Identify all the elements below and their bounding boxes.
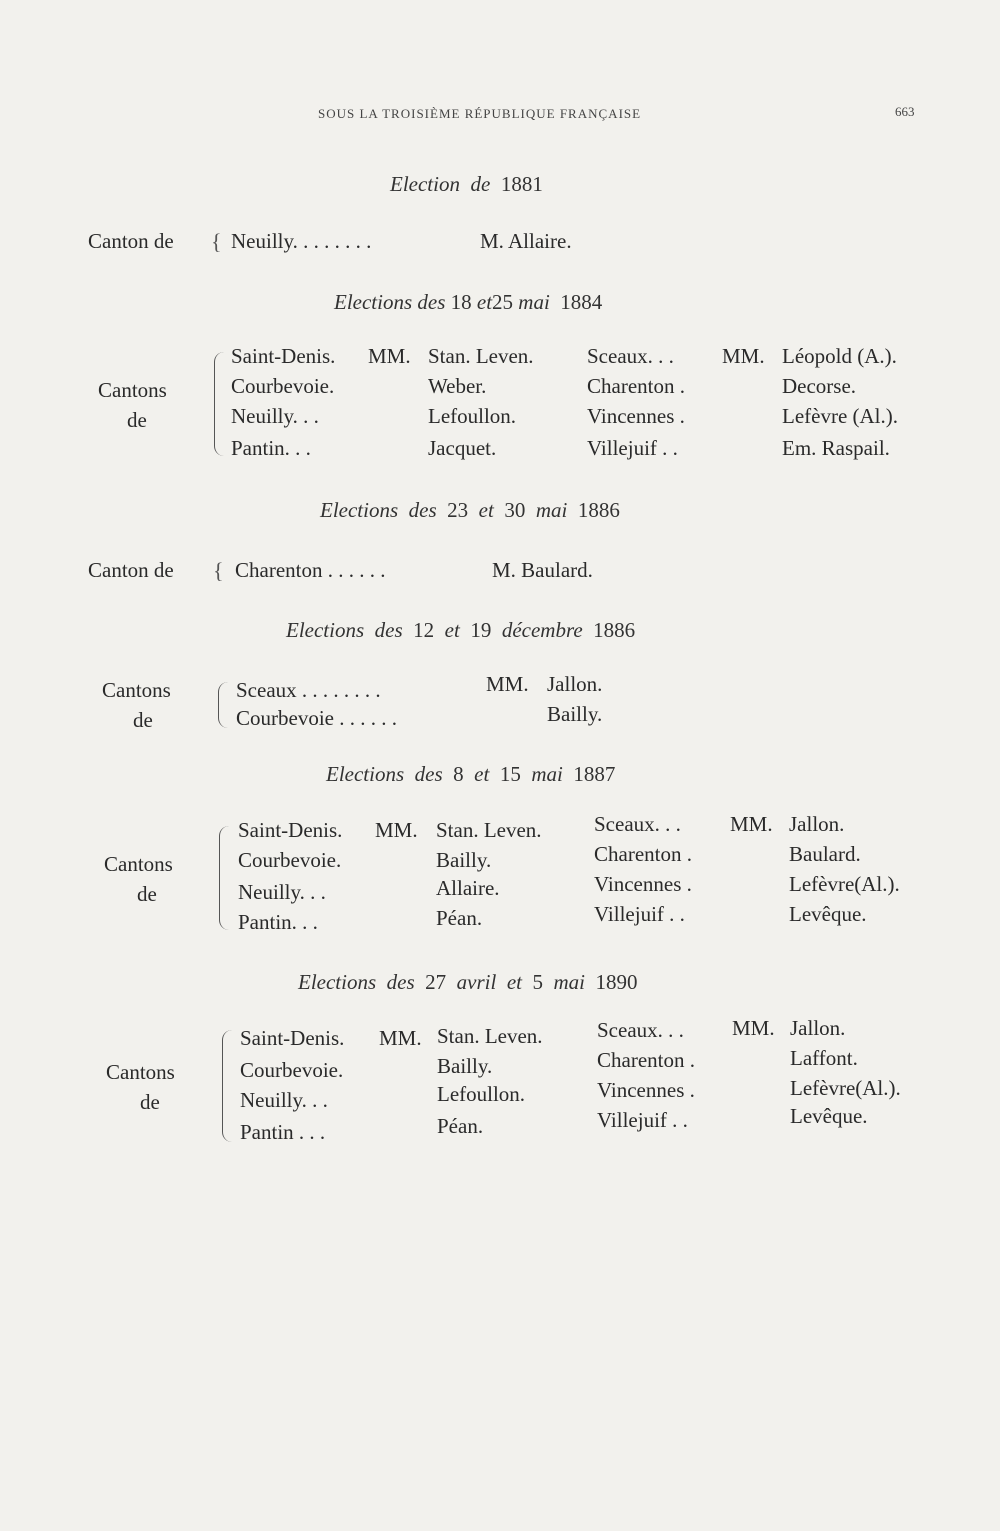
heading-year: 1881 xyxy=(500,172,543,196)
member-name: Weber. xyxy=(428,374,487,398)
member-name: Bailly. xyxy=(436,848,492,872)
cantons-label: de xyxy=(133,708,153,732)
cantons-label: Cantons xyxy=(104,852,173,876)
cantons-label: Cantons xyxy=(102,678,171,702)
heading-word: et xyxy=(476,290,493,314)
canton-place: Sceaux. . . xyxy=(594,812,681,836)
canton-place: Courbevoie. xyxy=(231,374,335,398)
canton-place: Neuilly. . . xyxy=(238,880,326,904)
mm-label: MM. xyxy=(375,818,418,842)
heading-day: 25 xyxy=(492,290,514,314)
heading-word: Elections xyxy=(326,762,405,786)
brace: { xyxy=(213,558,224,583)
heading-day: 19 xyxy=(470,618,492,642)
member-name: Péan. xyxy=(437,1114,484,1138)
member-name: Lefèvre(Al.). xyxy=(789,872,900,896)
heading-year: 1890 xyxy=(595,970,638,994)
heading-month: mai xyxy=(553,970,585,994)
canton-place: Courbevoie. xyxy=(238,848,342,872)
heading-day: 23 xyxy=(447,498,469,522)
heading-month: mai xyxy=(518,290,550,314)
heading-month: mai xyxy=(531,762,563,786)
member-name: Jacquet. xyxy=(428,436,497,460)
canton-place: Sceaux. . . xyxy=(597,1018,684,1042)
canton-place: Charenton . . . . . . xyxy=(235,558,386,582)
heading-word: des xyxy=(374,618,403,642)
cantons-label: Cantons xyxy=(98,378,167,402)
brace: { xyxy=(211,229,222,254)
brace xyxy=(222,1030,235,1142)
heading-1886-decembre xyxy=(286,618,635,643)
canton-place: Sceaux. . . xyxy=(587,344,674,368)
canton-place: Charenton . xyxy=(597,1048,695,1072)
canton-place: Neuilly. . . xyxy=(231,404,319,428)
member-name: Stan. Leven. xyxy=(428,344,534,368)
member-name: Jallon. xyxy=(790,1016,846,1040)
brace xyxy=(218,682,231,728)
member-name: Levêque. xyxy=(790,1104,868,1128)
member-name: Stan. Leven. xyxy=(437,1024,543,1048)
heading-year: 1884 xyxy=(560,290,603,314)
mm-label: MM. xyxy=(732,1016,775,1040)
mm-label: MM. xyxy=(379,1026,422,1050)
canton-place: Villejuif . . xyxy=(587,436,678,460)
heading-word: de xyxy=(470,172,491,196)
member-name: Lefèvre(Al.). xyxy=(790,1076,901,1100)
brace xyxy=(214,352,227,456)
canton-place: Saint-Denis. xyxy=(240,1026,345,1050)
heading-year: 1887 xyxy=(573,762,616,786)
member-name: Baulard. xyxy=(789,842,861,866)
heading-1887 xyxy=(326,762,615,787)
canton-place: Courbevoie . . . . . . xyxy=(236,706,397,730)
canton-place: Vincennes . xyxy=(587,404,685,428)
heading-day: 12 xyxy=(413,618,435,642)
heading-day: 18 xyxy=(450,290,472,314)
brace xyxy=(219,826,232,930)
member-name: Levêque. xyxy=(789,902,867,926)
heading-word: et xyxy=(478,498,494,522)
canton-place: Villejuif . . xyxy=(594,902,685,926)
heading-month: mai xyxy=(535,498,568,522)
canton-place: Villejuif . . xyxy=(597,1108,688,1132)
canton-label: Canton de xyxy=(88,229,174,253)
canton-place: Pantin. . . xyxy=(231,436,311,460)
heading-word: des xyxy=(414,762,443,786)
member-name: Allaire. xyxy=(436,876,500,900)
member-name: Lefoullon. xyxy=(437,1082,526,1106)
mm-label: MM. xyxy=(368,344,411,368)
member-name: Decorse. xyxy=(782,374,857,398)
cantons-label: de xyxy=(127,408,147,432)
member-name: M. Baulard. xyxy=(492,558,593,582)
heading-word: et xyxy=(506,970,522,994)
member-name: Laffont. xyxy=(790,1046,858,1070)
heading-word: Elections xyxy=(298,970,377,994)
canton-place: Neuilly. . . xyxy=(240,1088,328,1112)
heading-year: 1886 xyxy=(593,618,636,642)
cantons-label: de xyxy=(140,1090,160,1114)
canton-place: Pantin. . . xyxy=(238,910,318,934)
member-name: Léopold (A.). xyxy=(782,344,897,368)
heading-word: Elections xyxy=(286,618,365,642)
member-name: Stan. Leven. xyxy=(436,818,542,842)
member-name: Jallon. xyxy=(789,812,845,836)
heading-word: Election xyxy=(390,172,460,196)
canton-place: Pantin . . . xyxy=(240,1120,326,1144)
heading-word: Elections des xyxy=(334,290,446,314)
cantons-label: de xyxy=(137,882,157,906)
heading-day: 15 xyxy=(499,762,521,786)
member-name: Péan. xyxy=(436,906,483,930)
heading-word: et xyxy=(444,618,460,642)
running-title: SOUS LA TROISIÈME RÉPUBLIQUE FRANÇAISE xyxy=(318,106,642,121)
heading-month: décembre xyxy=(501,618,583,642)
canton-place: Courbevoie. xyxy=(240,1058,344,1082)
mm-label: MM. xyxy=(730,812,773,836)
canton-place: Vincennes . xyxy=(597,1078,695,1102)
canton-place: Charenton . xyxy=(594,842,692,866)
heading-year: 1886 xyxy=(577,498,620,522)
canton-place: Charenton . xyxy=(587,374,685,398)
heading-word: des xyxy=(408,498,437,522)
canton-place: Saint-Denis. xyxy=(231,344,336,368)
heading-word: Elections xyxy=(320,498,399,522)
canton-place: Sceaux . . . . . . . . xyxy=(236,678,381,702)
heading-word: des xyxy=(386,970,415,994)
heading-1881 xyxy=(390,172,543,197)
mm-label: MM. xyxy=(722,344,765,368)
member-name: Lefoullon. xyxy=(428,404,517,428)
canton-label: Canton de xyxy=(88,558,174,582)
canton-place: Saint-Denis. xyxy=(238,818,343,842)
mm-label: MM. xyxy=(486,672,529,696)
heading-day: 5 xyxy=(532,970,543,994)
heading-word: et xyxy=(474,762,490,786)
member-name: Jallon. xyxy=(547,672,603,696)
heading-day: 30 xyxy=(504,498,526,522)
heading-day: 27 xyxy=(425,970,447,994)
member-name: Lefèvre (Al.). xyxy=(782,404,899,428)
heading-1886-mai xyxy=(320,498,620,523)
member-name: Bailly. xyxy=(437,1054,493,1078)
canton-place: Neuilly. . . . . . . . xyxy=(231,229,372,253)
cantons-label: Cantons xyxy=(106,1060,175,1084)
heading-day: 8 xyxy=(453,762,464,786)
heading-1884 xyxy=(334,290,602,315)
heading-month: avril xyxy=(456,970,497,994)
member-name: M. Allaire. xyxy=(480,229,572,253)
canton-place: Vincennes . xyxy=(594,872,692,896)
heading-1890 xyxy=(298,970,637,995)
page-number: 663 xyxy=(895,104,915,119)
member-name: Bailly. xyxy=(547,702,603,726)
member-name: Em. Raspail. xyxy=(782,436,890,460)
